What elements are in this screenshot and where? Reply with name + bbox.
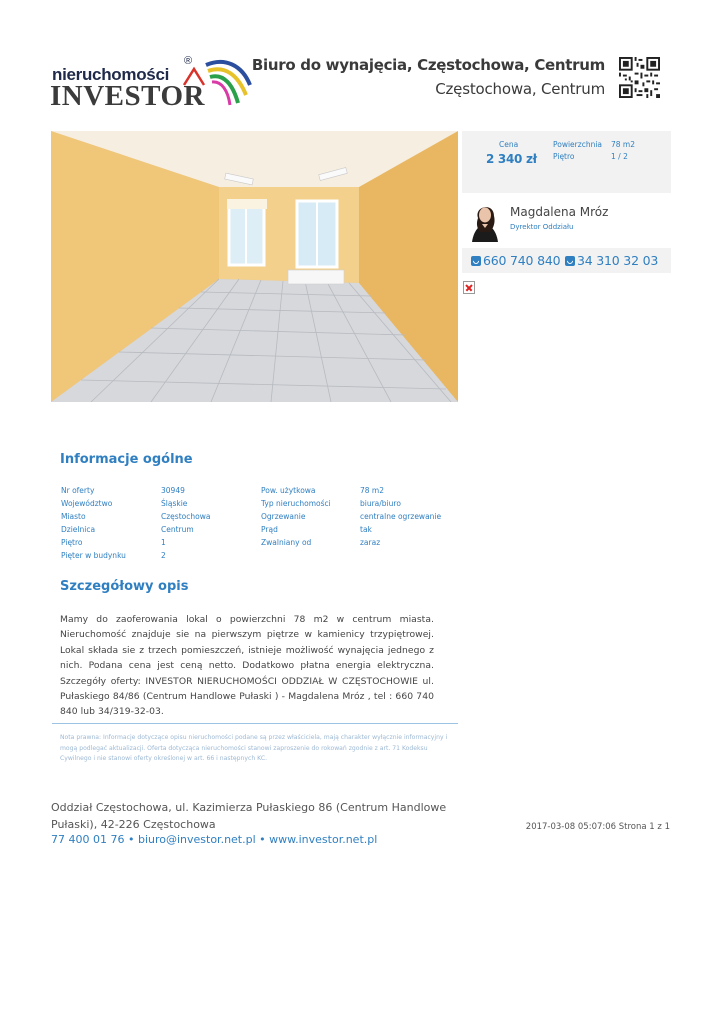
info-value: biura/biuro [360,499,401,508]
info-label: Miasto [61,512,86,521]
info-value: 78 m2 [360,486,385,495]
details-description: Mamy do zaoferowania lokal o powierzchni 78 m2 w centrum miasta. Nieruchomość znajduje sie na pierwszym piętrze w kamienicy trzypiętrowej. Lokal składa sie z trzech pomieszczeń, istnieje możliwość wynajęcia jednego z nich. Podana cena jest ceną netto. Dodatkowo płatna energia elektryczna. Szczegóły oferty: INVESTOR NIERUCHOMOŚCI ODDZIAŁ W CZĘSTOCHOWIE ul. Pułaskiego 84/86 (Centrum Handlowe Pułaski ) - Magdalena Mróz , tel : 660 740 840 lub 34/319-32-03. [60,614,434,718]
broken-image-icon [463,281,475,294]
footer-timestamp: 2017-03-08 05:07:06 Strona 1 z 1 [525,822,670,832]
phone-icon [565,256,575,266]
divider [52,723,458,724]
price-summary-box [462,131,671,193]
agent-role: Dyrektor Oddziału [510,223,574,231]
listing-title: Biuro do wynajęcia, Częstochowa, Centrum [251,56,605,74]
info-label: Pow. użytkowa [261,486,316,495]
legal-note: Nota prawna: Informacje dotyczące opisu nieruchomości podane są przez właściciela, mają charakter wyłącznie informacyjny i mogą podlegać aktualizacji. Oferta dotycząca nieruchomości stanowi zaproszenie do rokowań zgodnie z art. 71 Kodeksu Cywilnego i nie stanowi oferty określonej w art. 66 i następnych KC. [60,734,448,763]
info-label: Województwo [61,499,113,508]
info-label: Ogrzewanie [261,512,306,521]
area-label: Powierzchnia [553,140,603,149]
registered-mark: ® [184,55,193,67]
info-value: 30949 [161,486,185,495]
price-value: 2 340 zł [486,152,537,166]
info-label: Prąd [261,525,278,534]
info-value: 1 [161,538,166,547]
phone-bar [462,248,671,273]
floor-label: Piętro [553,152,575,161]
logo-text-bottom: INVESTOR [50,80,205,112]
property-photo [51,131,458,402]
info-label: Nr oferty [61,486,95,495]
office-phone-number: 34 310 32 03 [577,253,659,268]
office-phone-link[interactable] [565,253,658,268]
info-value: Centrum [161,525,194,534]
info-value: Śląskie [161,499,188,508]
price-label: Cena [499,140,519,149]
phone-icon [471,256,481,266]
footer-contact[interactable]: 77 400 01 76 • biuro@investor.net.pl • www.investor.net.pl [51,833,378,846]
floor-value: 1 / 2 [611,152,628,161]
info-value: tak [360,525,372,534]
info-label: Typ nieruchomości [261,499,331,508]
footer-address: Oddział Częstochowa, ul. Kazimierza Pułaskiego 86 (Centrum Handlowe Pułaski), 42-226 Częstochowa [51,801,447,831]
mobile-phone-number: 660 740 840 [483,253,561,268]
agent-avatar [462,198,508,242]
info-label: Dzielnica [61,525,96,534]
info-label: Pięter w budynku [61,551,126,560]
qr-code-icon [619,57,660,98]
listing-location: Częstochowa, Centrum [435,80,605,98]
logo-text-top: nieruchomości [52,65,170,84]
info-label: Zwalniany od [261,538,312,547]
info-label: Piętro [61,538,83,547]
agent-name: Magdalena Mróz [510,205,609,219]
mobile-phone-link[interactable] [471,253,560,268]
info-value: Częstochowa [161,512,211,521]
investor-logo [50,55,255,110]
general-info-heading: Informacje ogólne [60,452,193,467]
area-value: 78 m2 [611,140,636,149]
info-value: centralne ogrzewanie [360,512,442,521]
info-value: 2 [161,551,166,560]
details-heading: Szczegółowy opis [60,579,189,594]
info-value: zaraz [360,538,381,547]
